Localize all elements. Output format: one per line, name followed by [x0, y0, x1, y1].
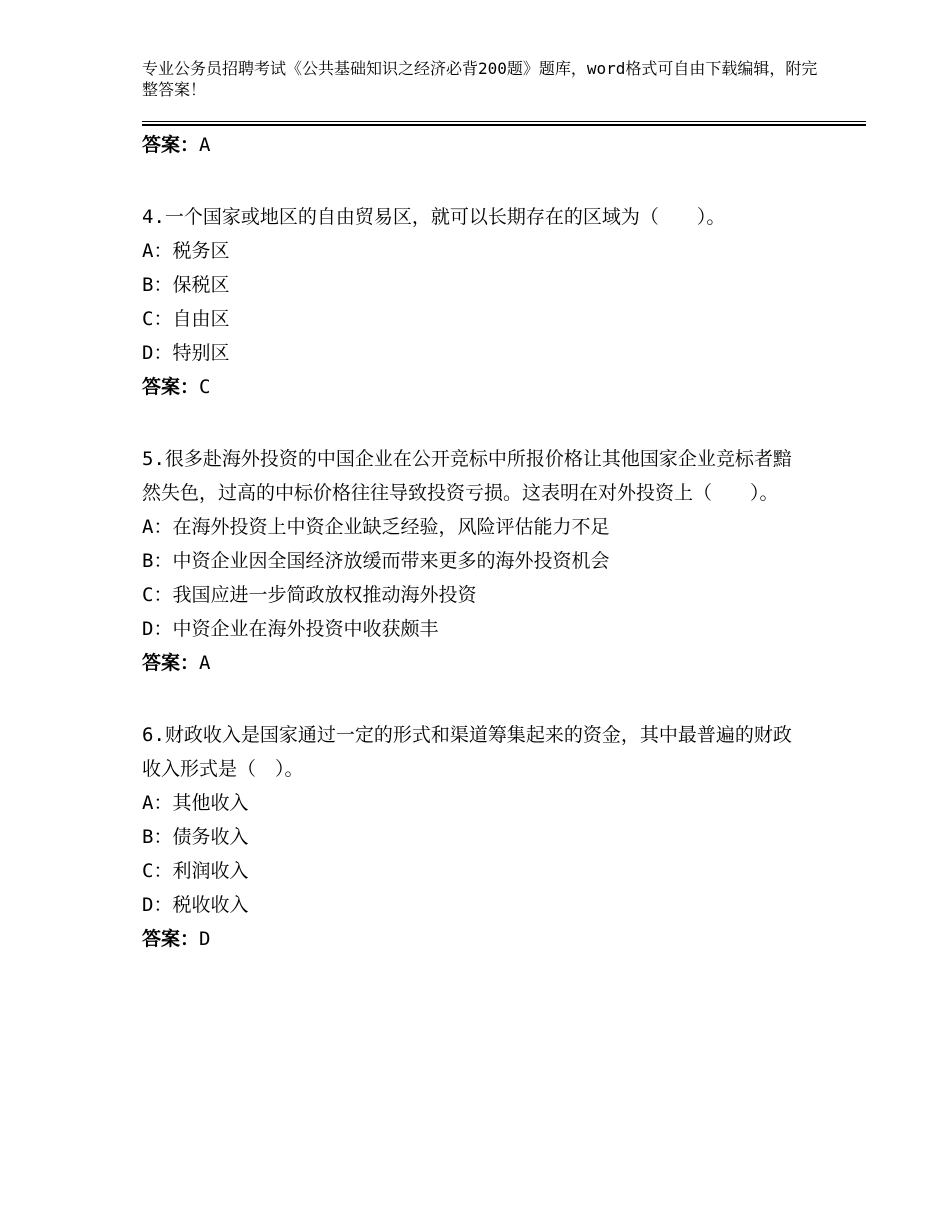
answer-line — [142, 925, 832, 953]
header-rule-thin — [142, 121, 866, 122]
answer-value: C — [199, 376, 211, 398]
answer-label: 答案： — [142, 652, 200, 674]
answer-label: 答案： — [142, 134, 200, 156]
question-block-6 — [142, 718, 832, 953]
option-c: C：自由区 — [142, 308, 230, 330]
option-c: C：我国应进一步简政放权推动海外投资 — [142, 584, 477, 606]
header-rule-thick — [142, 124, 866, 126]
answer-label: 答案： — [142, 376, 200, 398]
option-b: B：中资企业因全国经济放缓而带来更多的海外投资机会 — [142, 550, 610, 572]
option-b: B：保税区 — [142, 274, 230, 296]
option-d: D：税收收入 — [142, 894, 249, 916]
question-text: 4.一个国家或地区的自由贸易区，就可以长期存在的区域为（ ）。 — [142, 206, 726, 228]
answer-line — [142, 373, 832, 401]
answer-value: D — [199, 928, 211, 950]
option-d: D：中资企业在海外投资中收获颇丰 — [142, 618, 439, 640]
option-c: C：利润收入 — [142, 860, 249, 882]
answer-label: 答案： — [142, 928, 200, 950]
option-a: A：税务区 — [142, 240, 230, 262]
option-d: D：特别区 — [142, 342, 230, 364]
page-header: 专业公务员招聘考试《公共基础知识之经济必背200题》题库，word格式可自由下载编辑，附完整答案！ — [142, 59, 818, 99]
option-a: A：其他收入 — [142, 792, 249, 814]
answer-line — [142, 131, 832, 159]
question-block-4 — [142, 200, 832, 401]
answer-value: A — [199, 134, 211, 156]
answer-line — [142, 649, 832, 677]
document-content — [142, 128, 832, 953]
question-text: 6.财政收入是国家通过一定的形式和渠道筹集起来的资金，其中最普遍的财政收入形式是（ ）。 — [142, 724, 792, 780]
option-a: A：在海外投资上中资企业缺乏经验，风险评估能力不足 — [142, 516, 610, 538]
question-block-5 — [142, 442, 832, 677]
answer-value: A — [199, 652, 211, 674]
option-b: B：债务收入 — [142, 826, 249, 848]
question-text: 5.很多赴海外投资的中国企业在公开竞标中所报价格让其他国家企业竞标者黯然失色，过高的中标价格往往导致投资亏损。这表明在对外投资上（ ）。 — [142, 448, 792, 504]
